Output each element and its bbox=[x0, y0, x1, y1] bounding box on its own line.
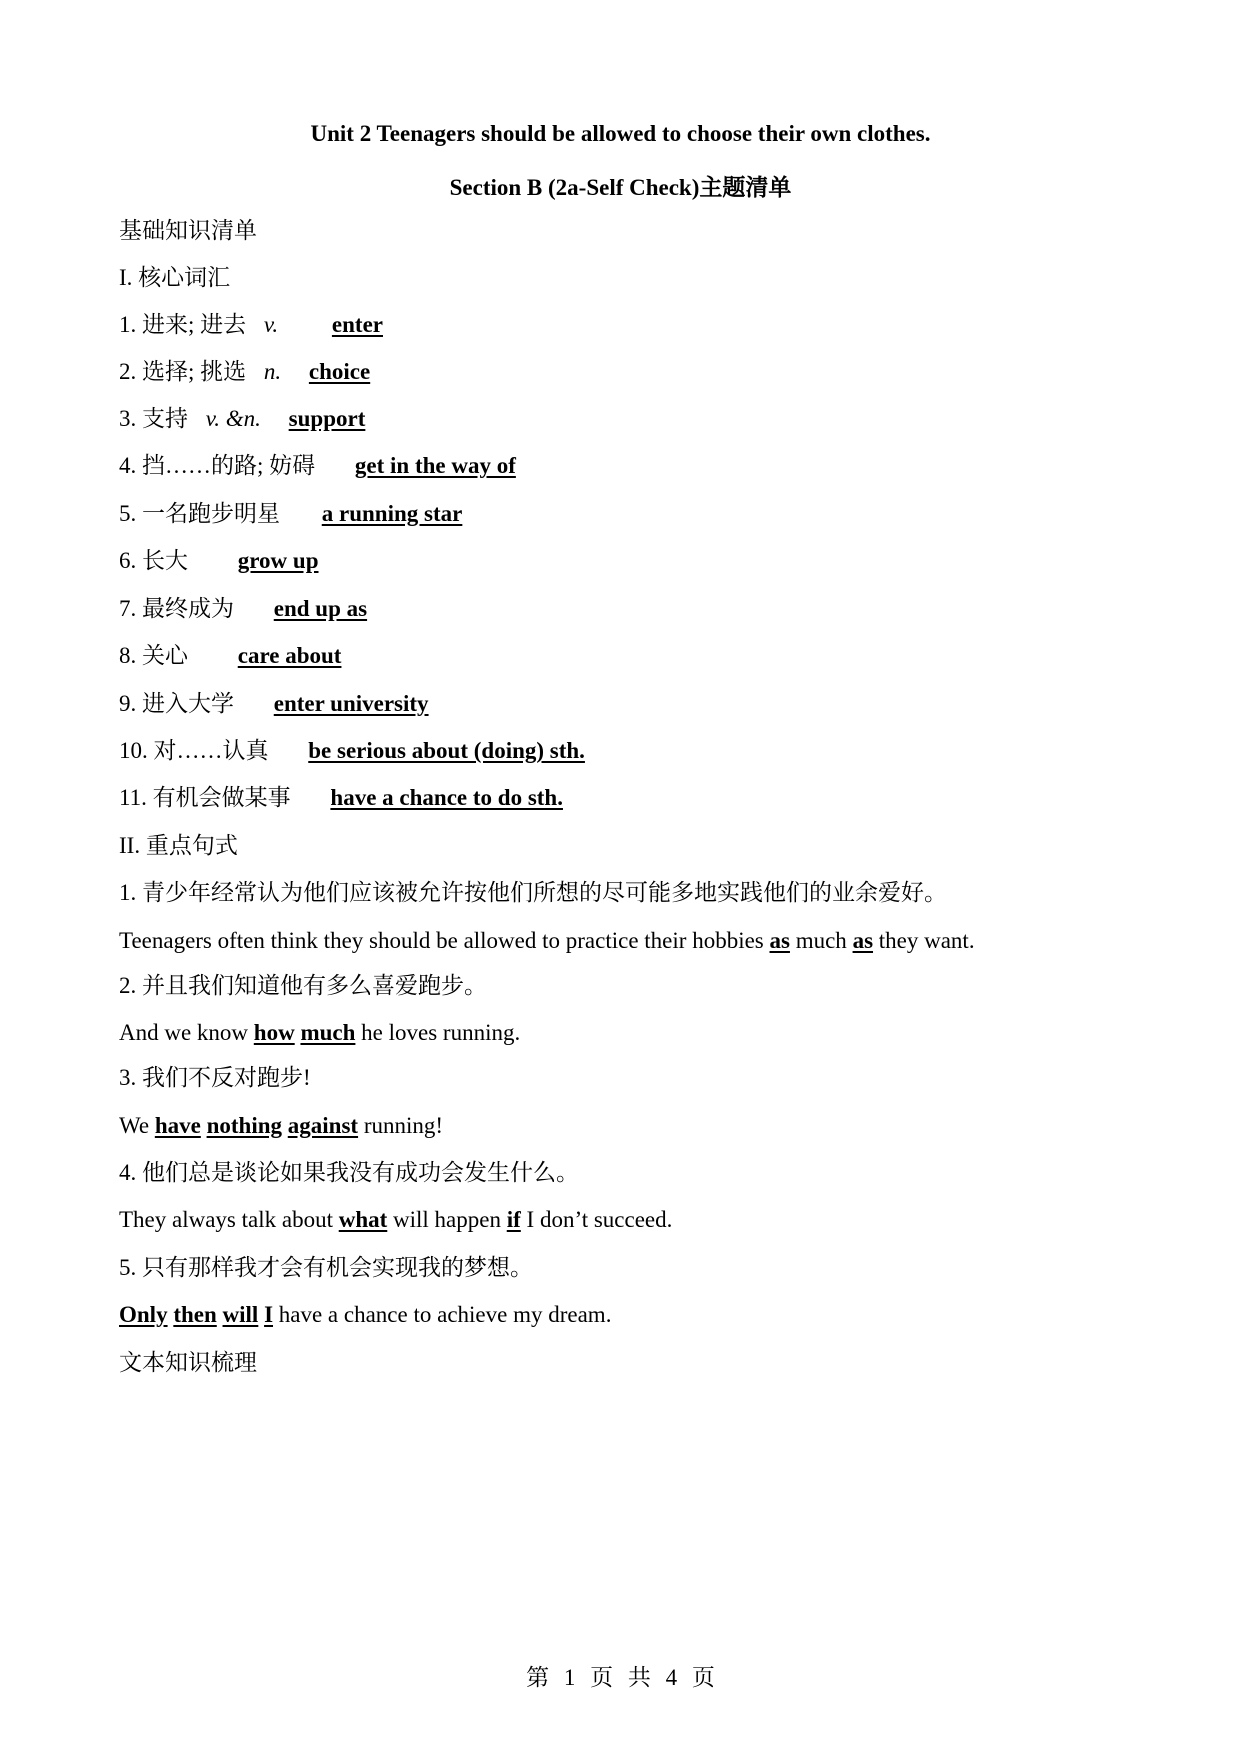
sentence-answer: if bbox=[506, 1207, 521, 1232]
sentence-answer: much bbox=[300, 1020, 356, 1045]
vocab-item bbox=[119, 310, 383, 340]
vocab-answer: enter bbox=[331, 312, 383, 337]
sentence-chinese: 3. 我们不反对跑步! bbox=[119, 1065, 311, 1090]
vocab-number: 1. bbox=[119, 312, 137, 337]
sentence-text: I don’t succeed. bbox=[520, 1207, 673, 1232]
vocab-number: 8. bbox=[119, 643, 137, 668]
sentence-chinese: 4. 他们总是谈论如果我没有成功会发生什么。 bbox=[119, 1160, 579, 1185]
vocab-answer: get in the way of bbox=[354, 453, 516, 478]
sentence-chinese: 5. 只有那样我才会有机会实现我的梦想。 bbox=[119, 1255, 533, 1280]
vocab-chinese: 最终成为 bbox=[142, 596, 234, 621]
sentence-answer: nothing bbox=[206, 1113, 283, 1138]
sentence-answer: Only bbox=[119, 1302, 168, 1327]
vocab-number: 10. bbox=[119, 738, 148, 763]
vocab-chinese: 关心 bbox=[142, 643, 188, 668]
vocab-answer: grow up bbox=[237, 548, 319, 573]
sentence-text: They always talk about bbox=[119, 1207, 339, 1232]
vocab-chinese: 一名跑步明星 bbox=[142, 501, 280, 526]
sentence-text: And we know bbox=[119, 1020, 254, 1045]
sentence-text: Teenagers often think they should be allowed to practice their hobbies bbox=[119, 928, 770, 953]
sentence-answer: how bbox=[253, 1020, 295, 1045]
vocab-item bbox=[119, 783, 563, 813]
sentences-heading: II. 重点句式 bbox=[119, 833, 238, 858]
vocab-chinese: 有机会做某事 bbox=[152, 785, 291, 810]
vocab-item bbox=[119, 594, 367, 624]
sentence-answer: will bbox=[222, 1302, 259, 1327]
vocab-number: 3. bbox=[119, 406, 137, 431]
sentence-answer: what bbox=[338, 1207, 388, 1232]
section-basic-heading: 基础知识清单 bbox=[119, 218, 257, 243]
vocab-chinese: 长大 bbox=[142, 548, 188, 573]
sentence-text: much bbox=[789, 928, 853, 953]
vocab-item bbox=[119, 357, 370, 387]
sentence-answer: I bbox=[264, 1302, 274, 1327]
vocab-chinese: 挡……的路; 妨碍 bbox=[142, 453, 316, 478]
page-number: 第 1 页 共 4 页 bbox=[526, 1665, 715, 1690]
vocab-chinese: 支持 bbox=[142, 406, 188, 431]
sentence-text: We bbox=[119, 1113, 155, 1138]
vocab-item bbox=[119, 546, 319, 576]
vocab-number: 6. bbox=[119, 548, 137, 573]
vocab-item bbox=[119, 451, 516, 481]
vocab-item bbox=[119, 689, 429, 719]
vocab-number: 11. bbox=[119, 785, 147, 810]
sentence-text: they want. bbox=[873, 928, 975, 953]
vocab-answer: a running star bbox=[321, 501, 463, 526]
vocab-chinese: 选择; 挑选 bbox=[142, 359, 247, 384]
sentence-answer: then bbox=[173, 1302, 217, 1327]
sentence-text: running! bbox=[358, 1113, 444, 1138]
section-text-heading: 文本知识梳理 bbox=[119, 1350, 257, 1375]
document-subtitle: Section B (2a-Self Check)主题清单 bbox=[449, 175, 792, 200]
vocab-answer: end up as bbox=[273, 596, 368, 621]
vocab-chinese: 进入大学 bbox=[142, 691, 234, 716]
vocab-heading: I. 核心词汇 bbox=[119, 265, 231, 290]
sentence-answer: have bbox=[154, 1113, 201, 1138]
sentence-text: he loves running. bbox=[355, 1020, 521, 1045]
vocab-answer: care about bbox=[237, 643, 342, 668]
sentence-answer: as bbox=[769, 928, 790, 953]
sentence-chinese: 2. 并且我们知道他有多么喜爱跑步。 bbox=[119, 973, 487, 998]
sentence-english bbox=[119, 1018, 520, 1048]
vocab-number: 9. bbox=[119, 691, 137, 716]
sentence-english bbox=[119, 1300, 611, 1330]
vocab-item bbox=[119, 641, 341, 671]
vocab-item bbox=[119, 736, 585, 766]
sentence-english bbox=[119, 1205, 672, 1235]
sentence-chinese: 1. 青少年经常认为他们应该被允许按他们所想的尽可能多地实践他们的业余爱好。 bbox=[119, 880, 947, 905]
vocab-item bbox=[119, 404, 365, 434]
sentence-english bbox=[119, 1111, 443, 1141]
sentence-text: will happen bbox=[387, 1207, 507, 1232]
document-title: Unit 2 Teenagers should be allowed to choose their own clothes. bbox=[310, 121, 931, 146]
vocab-answer: support bbox=[288, 406, 366, 431]
sentence-answer: against bbox=[287, 1113, 359, 1138]
vocab-answer: have a chance to do sth. bbox=[330, 785, 563, 810]
vocab-pos: n. bbox=[263, 359, 282, 384]
vocab-item bbox=[119, 499, 462, 529]
sentence-english bbox=[119, 926, 975, 956]
sentence-text: have a chance to achieve my dream. bbox=[273, 1302, 612, 1327]
vocab-pos: v. bbox=[263, 312, 279, 337]
vocab-number: 4. bbox=[119, 453, 137, 478]
vocab-number: 5. bbox=[119, 501, 137, 526]
vocab-answer: choice bbox=[308, 359, 371, 384]
vocab-number: 2. bbox=[119, 359, 137, 384]
sentence-answer: as bbox=[852, 928, 874, 953]
vocab-answer: enter university bbox=[273, 691, 429, 716]
vocab-answer: be serious about (doing) sth. bbox=[308, 738, 585, 763]
vocab-chinese: 对……认真 bbox=[153, 738, 269, 763]
vocab-chinese: 进来; 进去 bbox=[142, 312, 247, 337]
vocab-number: 7. bbox=[119, 596, 137, 621]
vocab-pos: v. &n. bbox=[205, 406, 261, 431]
